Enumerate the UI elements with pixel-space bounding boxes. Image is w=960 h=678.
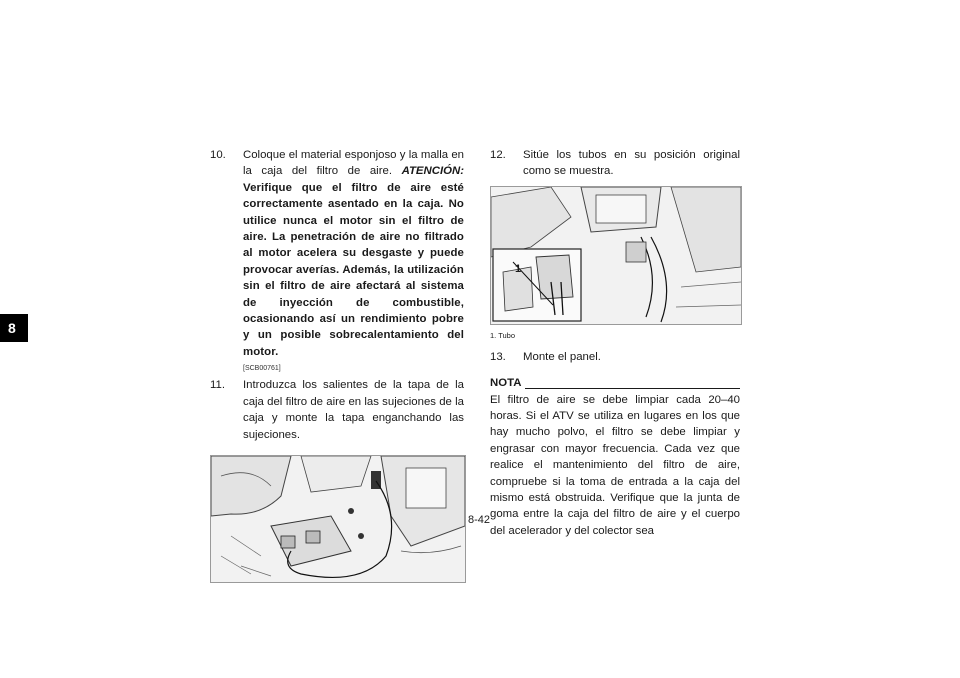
- step-10: [210, 147, 464, 360]
- hose-illustration-svg: [491, 187, 741, 324]
- chapter-tab: [0, 314, 28, 342]
- step-text: Sitúe los tubos en su posición original como se muestra.: [523, 149, 740, 178]
- step-13: [490, 349, 740, 365]
- attention-label: ATENCIÓN:: [401, 165, 464, 178]
- step-text: Coloque el material esponjoso y la malla en la caja del filtro de aire.: [243, 149, 464, 178]
- air-filter-case-illustration: [210, 455, 466, 583]
- step-number: 13.: [490, 350, 506, 363]
- step-number: 11.: [210, 379, 225, 392]
- page-number: 8-42: [468, 514, 491, 526]
- nota-text: El filtro de aire se debe limpiar cada 20–40 horas. Si el ATV se utiliza en lugares en los que hay mucho polvo, el filtro se debe limpiar y engrasar con mayor frecuencia. Cada vez que realice el mantenimiento del filtro de aire, compruebe si la toma de entrada a la caja del mismo está obstruida. Verifique que la junta de goma entre la caja del filtro de aire y el cuerpo del acelerador y del colector sea: [490, 393, 740, 537]
- step-number: 10.: [210, 149, 226, 161]
- nota-rule: [525, 388, 740, 389]
- step-11: [210, 377, 464, 443]
- reference-code: [SCB00761]: [243, 365, 281, 373]
- right-column: [490, 147, 740, 539]
- warning-text: Verifique que el filtro de aire esté correctamente asentado en la caja. No utilice nunca el motor sin el filtro de aire. La penetración de aire no filtrado al motor acelera su desgaste y puede provocar averías. Además, la utilización sin el filtro de aire afectará al sistema de inyección de combustible, ocasionando así un rendimiento pobre y un posible sobrecalentamiento del motor.: [243, 181, 464, 358]
- step-text: Introduzca los salientes de la tapa de la caja del filtro de aire en las sujeciones de la caja y monte la tapa enganchando las sujeciones.: [243, 379, 464, 441]
- inset-detail: [493, 249, 581, 321]
- nota-heading: [490, 375, 740, 391]
- callout-number: 1: [515, 262, 522, 275]
- chapter-number: 8: [8, 320, 16, 336]
- engine-illustration-svg: [211, 456, 465, 582]
- step-number: 12.: [490, 149, 506, 161]
- step-text: Monte el panel.: [523, 350, 601, 363]
- step-12: [490, 147, 740, 180]
- left-column: [210, 147, 464, 583]
- figure-caption: 1. Tubo: [490, 330, 516, 340]
- nota-label: NOTA: [490, 377, 522, 390]
- hose-routing-illustration: [490, 186, 742, 325]
